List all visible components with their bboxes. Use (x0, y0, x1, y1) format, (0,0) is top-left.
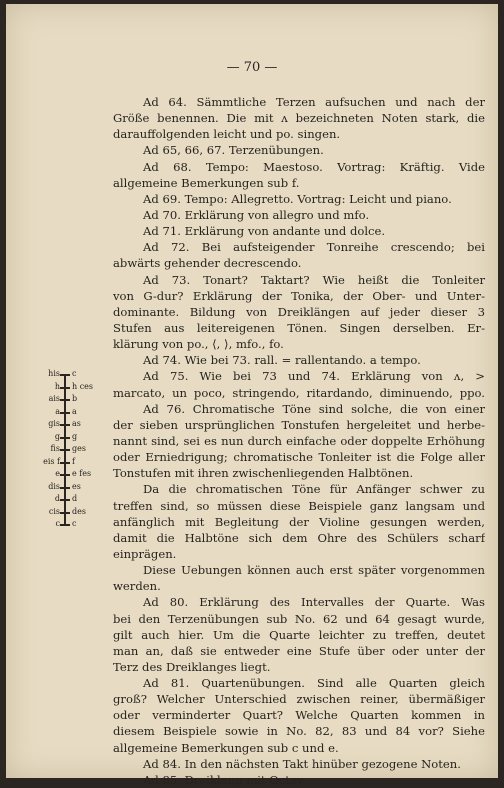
ladder-label-left: fis (50, 444, 60, 453)
ladder-rung (60, 462, 70, 464)
ladder-rung (60, 387, 70, 389)
text-line: diesem Beispiele sowie in No. 82, 83 und 84 vor? Siehe (113, 724, 485, 739)
ladder-label-left: his (48, 369, 60, 378)
text-line: darauffolgenden leicht und po. singen. (113, 127, 341, 142)
ladder-label-right: b (72, 394, 78, 403)
ladder-label-right: ges (72, 444, 86, 453)
ladder-label-left: c (55, 519, 60, 528)
ladder-label-right: h ces (72, 381, 94, 391)
ladder-label-left: gis (48, 419, 60, 428)
text-line: gilt auch hier. Um die Quarte leichter zu treffen, deutet (113, 627, 485, 642)
text-line: oder verminderter Quart? Welche Quarten kommen in (113, 708, 485, 723)
text-line: Ad 84. In den nächsten Takt hinüber gezogene Noten. (143, 756, 461, 771)
ladder-label-right: e fes (72, 469, 92, 478)
text-line: werden. (113, 579, 161, 594)
text-line: Ad 80. Erklärung des Intervalles der Quarte. Was (143, 595, 485, 610)
ladder-rung (60, 524, 70, 526)
text-line: einprägen. (113, 546, 177, 561)
ladder-label-right: as (72, 419, 81, 428)
text-line: Ad 68. Tempo: Maestoso. Vortrag: Kräftig. Vide (143, 159, 485, 174)
ladder-label-left: h (54, 381, 60, 391)
ladder-rung (60, 474, 70, 476)
text-line: nannt sind, sei es nun durch einfache oder doppelte Erhöhung (113, 433, 485, 448)
text-line: Ad 75. Wie bei 73 und 74. Erklärung von ʌ, > (143, 369, 485, 384)
ladder-rung (60, 374, 70, 376)
ladder-label-left: a (55, 406, 60, 416)
text-line: Da die chromatischen Töne für Anfänger schwer zu (143, 482, 485, 497)
text-line: der sieben ursprünglichen Tonstufen hergeleitet und herbe- (113, 417, 485, 432)
text-line: Ad 70. Erklärung von allegro und mfo. (143, 207, 370, 222)
text-line: allgemeine Bemerkungen sub c und e. (113, 740, 339, 755)
text-line: man an, daß sie entweder eine Stufe über oder unter der (113, 643, 485, 658)
text-line: Terz des Dreiklanges liegt. (113, 659, 271, 674)
text-line: Ad 85. Dreiklang mit Octav. (143, 772, 306, 787)
text-line: Diese Uebungen können auch erst später vorgenommen (143, 563, 485, 578)
book-page (6, 4, 498, 787)
ladder-label-left: e (55, 469, 60, 478)
ladder-rung (60, 412, 70, 414)
text-line: Größe benennen. Die mit ʌ bezeichneten Noten stark, die (113, 111, 485, 126)
ladder-label-left: d (54, 494, 60, 503)
text-line: Ad 71. Erklärung von andante und dolce. (143, 224, 386, 239)
text-line: Ad 74. Wie bei 73. rall. = rallentando. a tempo. (143, 353, 421, 368)
text-line: Stufen aus leitereigenen Tönen. Singen derselben. Er- (113, 320, 485, 335)
chromatic-scale-ladder (44, 370, 114, 530)
ladder-label-right: c (72, 369, 77, 378)
text-line: marcato, un poco, stringendo, ritardando, diminuendo, ppo. (113, 385, 485, 400)
text-line: oder Erniedrigung; chromatische Tonleiter ist die Folge aller (113, 450, 485, 465)
text-line: allgemeine Bemerkungen sub f. (113, 175, 300, 190)
ladder-label-left: dis (48, 481, 60, 491)
text-line: klärung von po., ⟨, ⟩, mfo., fo. (113, 337, 284, 352)
ladder-label-right: d (72, 494, 78, 503)
ladder-label-right: des (72, 506, 86, 516)
ladder-rung (60, 399, 70, 401)
ladder-label-left: g (54, 431, 60, 441)
ladder-label-right: f (72, 456, 75, 466)
text-line: Ad 76. Chromatische Töne sind solche, die von einer (143, 401, 485, 416)
ladder-label-right: g (72, 431, 78, 441)
ladder-rung (60, 487, 70, 489)
ladder-rung (60, 512, 70, 514)
text-line: Ad 73. Tonart? Taktart? Wie heißt die Tonleiter (143, 272, 485, 287)
text-line: Ad 81. Quartenübungen. Sind alle Quarten gleich (143, 676, 485, 691)
ladder-rung (60, 437, 70, 439)
ladder-rung (60, 449, 70, 451)
page-number: — 70 — (226, 60, 278, 75)
text-line: Ad 72. Bei aufsteigender Tonreihe crescendo; bei (143, 240, 485, 255)
ladder-label-left: cis (48, 506, 60, 516)
ladder-label-right: c (72, 519, 77, 528)
text-line: Ad 65, 66, 67. Terzenübungen. (143, 143, 324, 158)
ladder-label-right: es (72, 481, 81, 491)
ladder-rung (60, 499, 70, 501)
ladder-label-left: eis f (43, 456, 60, 466)
text-line: dominante. Bildung von Dreiklängen auf jeder dieser 3 (113, 304, 485, 319)
text-line: Ad 64. Sämmtliche Terzen aufsuchen und nach der (143, 95, 485, 109)
body-text (113, 94, 485, 788)
text-line: von G-dur? Erklärung der Tonika, der Ober- und Unter- (113, 288, 485, 303)
ladder-label-right: a (72, 406, 77, 416)
text-line: Tonstufen mit ihren zwischenliegenden Halbtönen. (113, 466, 414, 481)
text-line: Ad 69. Tempo: Allegretto. Vortrag: Leicht und piano. (143, 191, 452, 206)
text-line: damit die Halbtöne sich dem Ohre des Schülers scharf (113, 530, 485, 545)
text-line: bei den Terzenübungen sub No. 62 und 64 gesagt wurde, (113, 611, 485, 626)
ladder-rung (60, 424, 70, 426)
text-line: treffen sind, so müssen diese Beispiele ganz langsam und (113, 498, 485, 513)
text-line: groß? Welcher Unterschied zwischen reiner, übermäßiger (113, 692, 485, 707)
text-line: anfänglich mit Begleitung der Violine gesungen werden, (113, 514, 485, 529)
text-line: abwärts gehender decrescendo. (113, 256, 302, 271)
ladder-label-left: ais (48, 394, 60, 403)
